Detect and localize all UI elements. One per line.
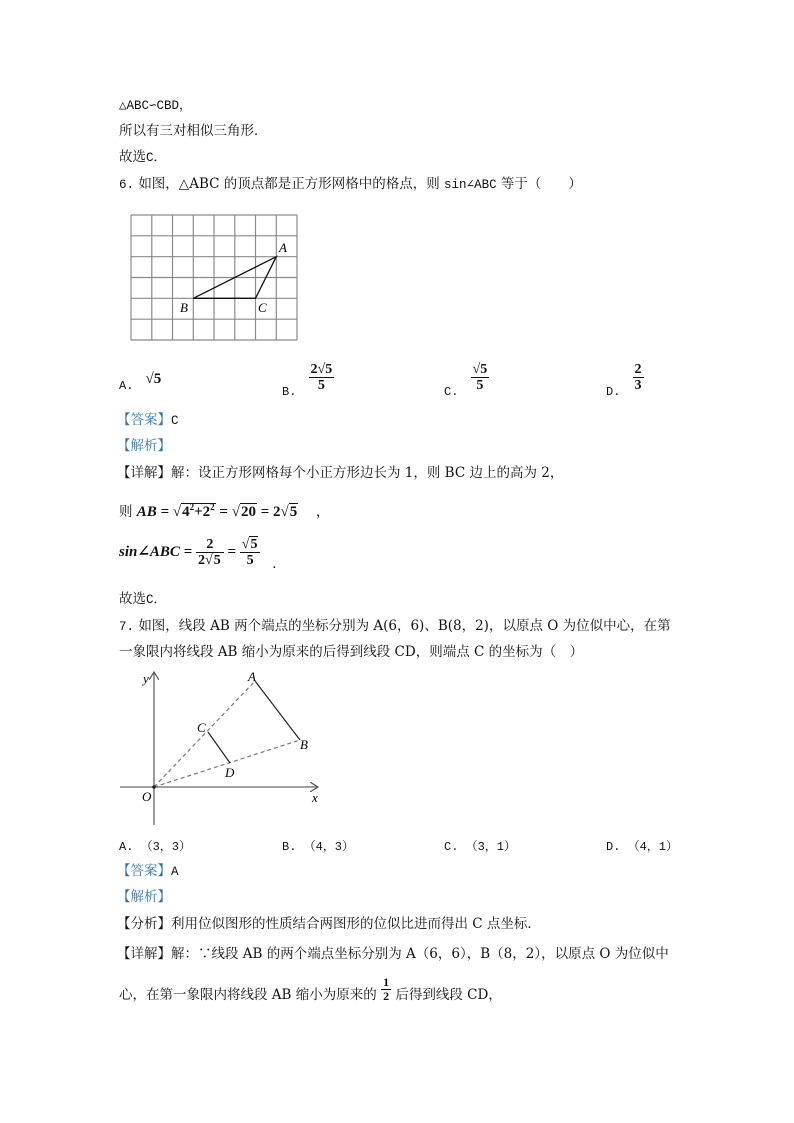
prev-choose-line (119, 148, 166, 167)
choose-answer: C． (146, 593, 167, 607)
answer-value: C (171, 414, 179, 428)
detail-tag: 【详解】 (117, 465, 171, 481)
denominator: 2√5 (198, 553, 221, 569)
radicand: 5 (250, 537, 258, 553)
question6-stem (119, 175, 582, 194)
option-label: A. (119, 379, 134, 393)
grid-lines (131, 215, 297, 340)
numerator: 1 (383, 975, 390, 989)
q6-option-a[interactable] (119, 371, 162, 394)
q7-detail-line1 (117, 945, 669, 963)
coefficient: 2 (273, 504, 281, 520)
origin-dot (152, 785, 156, 789)
option-value: （3，3） (140, 840, 192, 854)
option-value: √5 (145, 371, 162, 387)
ab-symbol: AB (136, 504, 157, 520)
coefficient: 2 (198, 553, 205, 569)
choose-prefix: 故选 (119, 149, 146, 165)
option-label: D. (606, 385, 621, 399)
answer-tag: 【答案】 (117, 412, 171, 428)
y-axis-label: y (143, 671, 149, 686)
question-number: 7. (119, 620, 135, 634)
q6-detail (117, 464, 563, 482)
point-d-label: D (225, 765, 235, 780)
choose-answer: C． (146, 151, 167, 165)
q6-analysis-tag: 【解析】 (117, 438, 171, 454)
question6-grid-figure (125, 208, 315, 348)
q7-option-a[interactable] (119, 837, 191, 854)
q6-step2 (119, 532, 286, 572)
numerator: √5 (240, 537, 261, 553)
analysis-head-tag: 【分析】 (117, 916, 171, 932)
q6-option-b[interactable] (282, 362, 334, 399)
q6-conclusion (119, 590, 166, 609)
numerator: 2 (196, 537, 224, 553)
answer-tag: 【答案】 (117, 863, 171, 879)
sin-abc: sin∠ABC (119, 544, 180, 560)
q7-answer (117, 862, 179, 881)
stem-function: sin∠ABC (444, 178, 497, 192)
fraction-2 (240, 537, 261, 568)
sqrt-expression: $√4^2+2^2$ (172, 502, 215, 520)
sqrt-5: √5 (280, 504, 298, 520)
q6-step1 (119, 498, 330, 521)
option-label: A. (119, 840, 134, 854)
segment-cd (208, 732, 230, 763)
numerator: √5 (472, 362, 488, 377)
option-label: B. (282, 385, 297, 399)
step-prefix: 则 (119, 504, 133, 520)
radicand: 20 (240, 504, 256, 520)
step-suffix: ， (316, 504, 330, 520)
fraction-1 (196, 537, 224, 568)
segment-ab (255, 681, 300, 740)
q7-option-b[interactable] (282, 837, 354, 854)
question7-stem-line2: 一象限内将线段 AB 缩小为原来的后得到线段 CD，则端点 C 的坐标为（ ） (119, 644, 584, 660)
step1-formula: AB = $√4^2+2^2 = √20 = 2√5$ (136, 502, 298, 520)
detail-text: 解：∵线段 AB 的两个端点坐标分别为 A（6，6），B（8，2），以原点 O 为位似中 (171, 946, 669, 962)
term-a: 4 (182, 504, 190, 520)
option-fraction (471, 362, 490, 393)
question7-coordinate-figure (115, 665, 330, 830)
radicand: 5 (289, 504, 298, 520)
option-value: （4，3） (303, 840, 355, 854)
analysis-head-text: 利用位似图形的性质结合两图形的位似比进而得出 C 点坐标． (171, 916, 541, 932)
stem-text: 如图，△ABC 的顶点都是正方形网格中的格点，则 (138, 176, 440, 192)
answer-value: A (171, 865, 179, 879)
point-b-label: B (300, 737, 308, 752)
option-fraction (309, 362, 335, 393)
x-axis-label: x (312, 790, 318, 805)
option-label: C. (444, 840, 459, 854)
point-a-label: A (279, 240, 287, 255)
option-label: B. (282, 840, 297, 854)
detail-tag: 【详解】 (117, 946, 171, 962)
q7-analysis-tag: 【解析】 (117, 889, 171, 905)
denominator: 2 (383, 989, 390, 1003)
q6-option-d[interactable] (606, 362, 644, 399)
option-value: （3，1） (465, 840, 517, 854)
sqrt-20: √20 (231, 504, 256, 520)
detail-text-end: 后得到线段 CD， (395, 987, 502, 1003)
choose-prefix: 故选 (119, 591, 146, 607)
q6-answer (117, 411, 179, 430)
term-b: 2 (202, 504, 211, 520)
q7-analysis-head (117, 915, 541, 933)
point-c-label: C (258, 300, 267, 315)
origin-label: O (142, 789, 152, 804)
option-value: （4，1） (627, 840, 679, 854)
point-c-label: C (197, 720, 206, 735)
stem-text: 如图，线段 AB 两个端点的坐标分别为 A(6，6)、B(8，2)，以原点 O 为位似中心，在第 (138, 618, 671, 634)
prev-conclusion-count: 所以有三对相似三角形． (119, 123, 268, 139)
step-suffix: ． (272, 556, 286, 572)
step2-formula: sin∠ABC = $\frac{2}{2√5}$ = $\frac{√5}{5}$ (119, 544, 264, 560)
stem-text-end: 等于（ ） (500, 176, 582, 192)
detail-text: 解：设正方形网格每个小正方形边长为 1，则 BC 边上的高为 2， (171, 465, 564, 481)
q7-option-d[interactable] (606, 837, 678, 854)
option-label: C. (444, 385, 459, 399)
half-fraction (381, 976, 391, 1003)
numerator: 2 (634, 362, 642, 377)
denominator: 5 (246, 553, 254, 569)
detail-text-start: 心，在第一象限内将线段 AB 缩小为原来的 (119, 987, 377, 1003)
point-a-label: A (248, 669, 256, 684)
question-number: 6. (119, 178, 135, 192)
q6-option-c[interactable] (444, 362, 489, 399)
denominator: 5 (476, 378, 484, 393)
q7-detail-line2 (119, 975, 502, 1012)
q7-option-c[interactable] (444, 837, 516, 854)
radicand: 5 (213, 553, 221, 569)
question7-stem-line1 (119, 617, 671, 636)
option-fraction (633, 362, 644, 393)
prev-similarity-statement (119, 96, 192, 115)
point-b-label: B (180, 300, 188, 315)
denominator: 5 (317, 378, 325, 393)
option-label: D. (606, 840, 621, 854)
similarity-text: △ABC∽CBD， (119, 99, 192, 113)
numerator: 2√5 (310, 362, 333, 377)
denominator: 3 (634, 378, 642, 393)
